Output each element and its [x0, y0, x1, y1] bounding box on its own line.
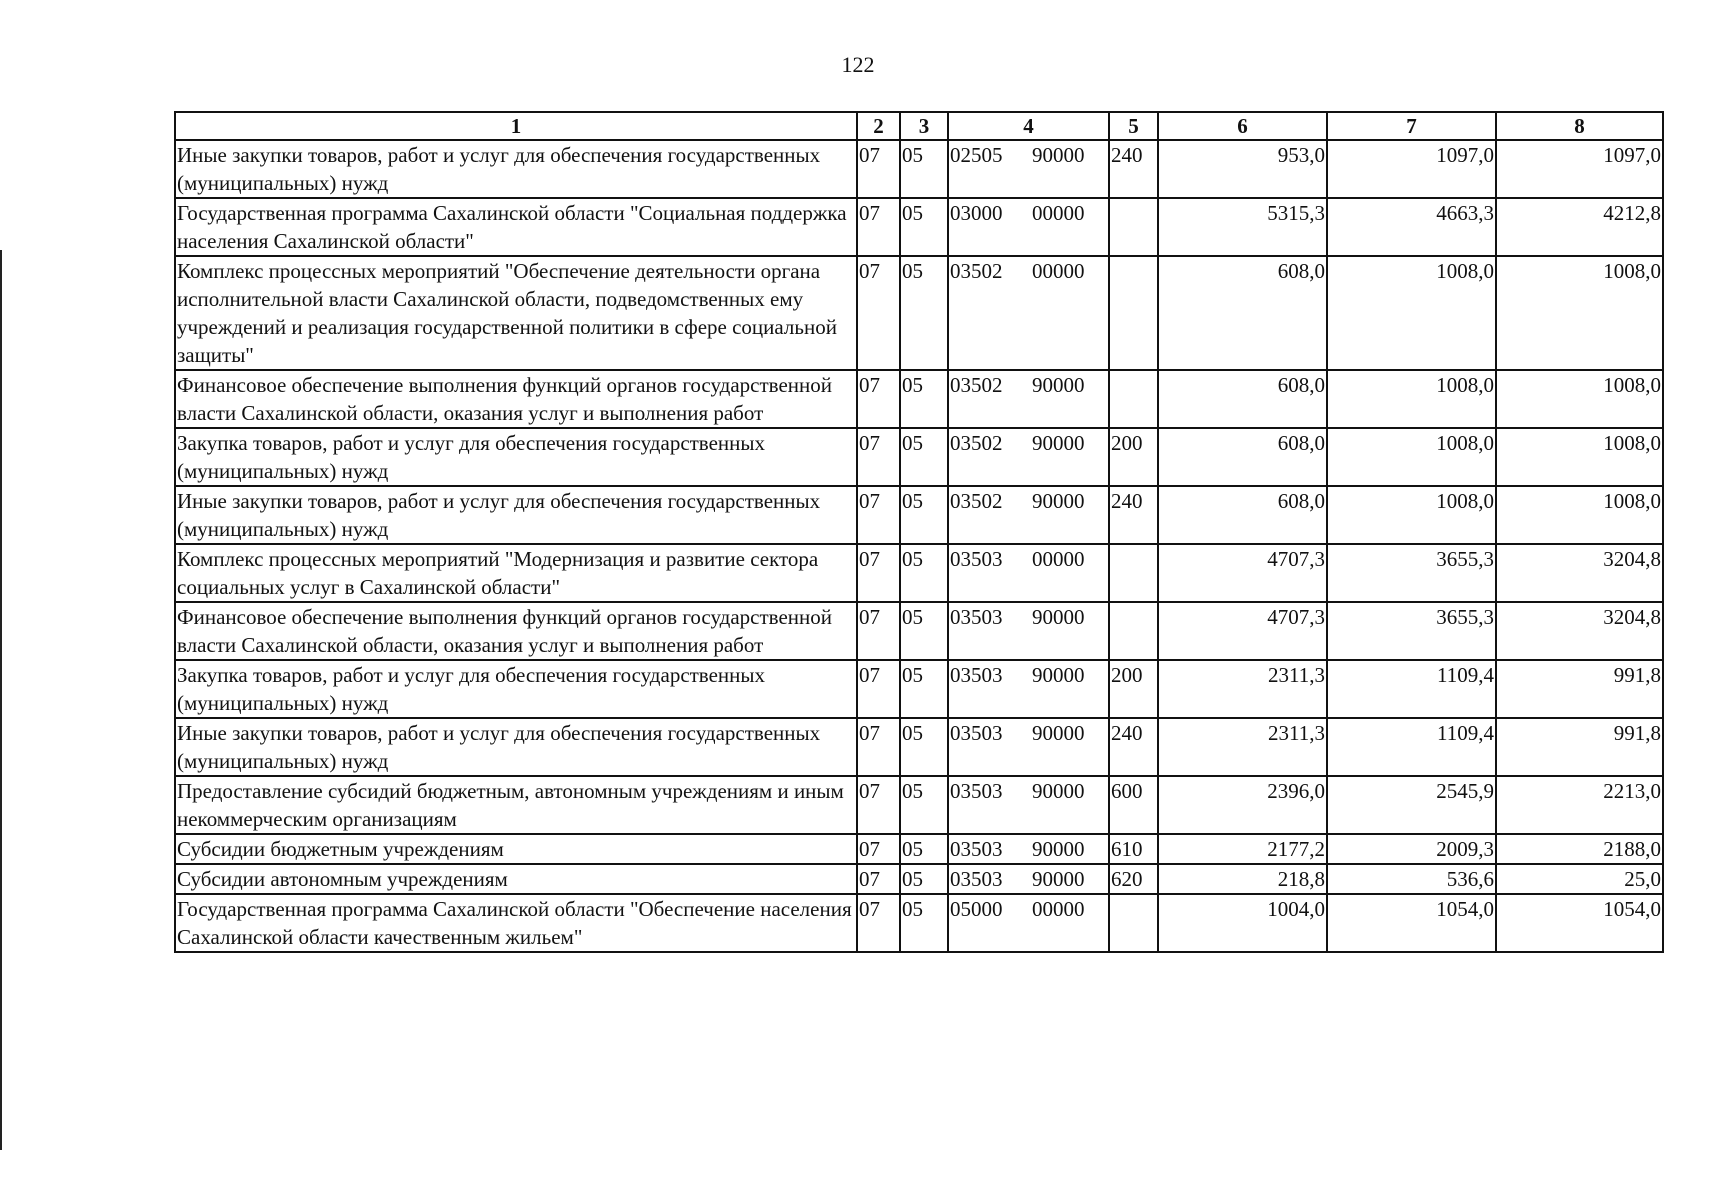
- row-name: Субсидии бюджетным учреждениям: [175, 834, 857, 864]
- amount-col7: 2545,9: [1327, 776, 1496, 834]
- scan-edge-line: [0, 250, 2, 1150]
- amount-col7: 4663,3: [1327, 198, 1496, 256]
- amount-col8: 1008,0: [1496, 486, 1663, 544]
- row-name: Закупка товаров, работ и услуг для обеспечения государственных (муниципальных) нужд: [175, 660, 857, 718]
- column-header: 4: [948, 112, 1109, 140]
- subsection-code: 05: [900, 718, 948, 776]
- program-code-part2: 90000: [1032, 605, 1085, 629]
- column-header: 7: [1327, 112, 1496, 140]
- expense-type-code: 240: [1109, 486, 1158, 544]
- amount-col8: 1008,0: [1496, 428, 1663, 486]
- program-code: [948, 660, 1109, 718]
- column-header: 8: [1496, 112, 1663, 140]
- amount-col6: 2177,2: [1158, 834, 1327, 864]
- amount-col7: 1109,4: [1327, 718, 1496, 776]
- section-code: 07: [857, 834, 900, 864]
- program-code-part1: 03502: [950, 431, 1003, 455]
- program-code-part1: 03503: [950, 779, 1003, 803]
- amount-col7: 1008,0: [1327, 370, 1496, 428]
- section-code: 07: [857, 486, 900, 544]
- amount-col6: 2396,0: [1158, 776, 1327, 834]
- amount-col7: 3655,3: [1327, 602, 1496, 660]
- table-row: [175, 486, 1663, 544]
- amount-col6: 953,0: [1158, 140, 1327, 198]
- program-code-part2: 00000: [1032, 547, 1085, 571]
- amount-col6: 608,0: [1158, 370, 1327, 428]
- program-code-part2: 90000: [1032, 143, 1085, 167]
- program-code-part2: 00000: [1032, 259, 1085, 283]
- program-code-part2: 90000: [1032, 837, 1085, 861]
- program-code-part1: 03503: [950, 721, 1003, 745]
- amount-col7: 1008,0: [1327, 486, 1496, 544]
- amount-col8: 1054,0: [1496, 894, 1663, 952]
- subsection-code: 05: [900, 140, 948, 198]
- expense-type-code: [1109, 544, 1158, 602]
- program-code: [948, 198, 1109, 256]
- program-code: [948, 428, 1109, 486]
- column-header: 6: [1158, 112, 1327, 140]
- expense-type-code: [1109, 198, 1158, 256]
- table-row: [175, 602, 1663, 660]
- amount-col8: 3204,8: [1496, 602, 1663, 660]
- amount-col6: 2311,3: [1158, 660, 1327, 718]
- table-row: [175, 370, 1663, 428]
- amount-col6: 608,0: [1158, 428, 1327, 486]
- subsection-code: 05: [900, 428, 948, 486]
- amount-col6: 1004,0: [1158, 894, 1327, 952]
- section-code: 07: [857, 256, 900, 370]
- expense-type-code: 620: [1109, 864, 1158, 894]
- expense-type-code: 240: [1109, 140, 1158, 198]
- program-code-part1: 05000: [950, 897, 1003, 921]
- subsection-code: 05: [900, 834, 948, 864]
- row-name: Иные закупки товаров, работ и услуг для обеспечения государственных (муниципальных) нужд: [175, 718, 857, 776]
- program-code-part1: 02505: [950, 143, 1003, 167]
- program-code-part2: 90000: [1032, 663, 1085, 687]
- section-code: 07: [857, 602, 900, 660]
- section-code: 07: [857, 894, 900, 952]
- program-code-part2: 90000: [1032, 431, 1085, 455]
- expense-type-code: 200: [1109, 660, 1158, 718]
- table-row: [175, 256, 1663, 370]
- program-code-part1: 03502: [950, 489, 1003, 513]
- program-code-part1: 03503: [950, 547, 1003, 571]
- program-code: [948, 140, 1109, 198]
- column-header: 3: [900, 112, 948, 140]
- subsection-code: 05: [900, 370, 948, 428]
- amount-col6: 218,8: [1158, 864, 1327, 894]
- column-header: 2: [857, 112, 900, 140]
- row-name: Финансовое обеспечение выполнения функций органов государственной власти Сахалинской области, оказания услуг и выполнения работ: [175, 602, 857, 660]
- amount-col7: 1109,4: [1327, 660, 1496, 718]
- amount-col7: 2009,3: [1327, 834, 1496, 864]
- table-row: [175, 718, 1663, 776]
- header-row: [175, 112, 1663, 140]
- subsection-code: 05: [900, 544, 948, 602]
- table-row: [175, 660, 1663, 718]
- section-code: 07: [857, 864, 900, 894]
- row-name: Комплекс процессных мероприятий "Модернизация и развитие сектора социальных услуг в Сахалинской области": [175, 544, 857, 602]
- row-name: Закупка товаров, работ и услуг для обеспечения государственных (муниципальных) нужд: [175, 428, 857, 486]
- amount-col6: 608,0: [1158, 486, 1327, 544]
- expense-type-code: [1109, 894, 1158, 952]
- program-code: [948, 894, 1109, 952]
- program-code-part2: 90000: [1032, 721, 1085, 745]
- subsection-code: 05: [900, 864, 948, 894]
- row-name: Иные закупки товаров, работ и услуг для обеспечения государственных (муниципальных) нужд: [175, 140, 857, 198]
- table-row: [175, 428, 1663, 486]
- table-row: [175, 864, 1663, 894]
- table-row: [175, 776, 1663, 834]
- program-code: [948, 834, 1109, 864]
- subsection-code: 05: [900, 486, 948, 544]
- amount-col6: 5315,3: [1158, 198, 1327, 256]
- row-name: Предоставление субсидий бюджетным, автономным учреждениям и иным некоммерческим организациям: [175, 776, 857, 834]
- amount-col8: 3204,8: [1496, 544, 1663, 602]
- program-code-part2: 00000: [1032, 201, 1085, 225]
- row-name: Комплекс процессных мероприятий "Обеспечение деятельности органа исполнительной власти Сахалинской области, подведомственных ему учреждений и реализация государственной политики в сфере социальной защиты": [175, 256, 857, 370]
- expense-type-code: [1109, 602, 1158, 660]
- program-code: [948, 602, 1109, 660]
- subsection-code: 05: [900, 256, 948, 370]
- expense-type-code: [1109, 256, 1158, 370]
- program-code: [948, 544, 1109, 602]
- section-code: 07: [857, 660, 900, 718]
- amount-col8: 2188,0: [1496, 834, 1663, 864]
- program-code: [948, 776, 1109, 834]
- subsection-code: 05: [900, 776, 948, 834]
- program-code-part1: 03503: [950, 837, 1003, 861]
- amount-col7: 536,6: [1327, 864, 1496, 894]
- amount-col7: 1097,0: [1327, 140, 1496, 198]
- amount-col6: 608,0: [1158, 256, 1327, 370]
- table-row: [175, 544, 1663, 602]
- amount-col8: 1008,0: [1496, 370, 1663, 428]
- amount-col7: 1008,0: [1327, 428, 1496, 486]
- amount-col7: 1008,0: [1327, 256, 1496, 370]
- subsection-code: 05: [900, 602, 948, 660]
- row-name: Государственная программа Сахалинской области "Обеспечение населения Сахалинской области качественным жильем": [175, 894, 857, 952]
- row-name: Иные закупки товаров, работ и услуг для обеспечения государственных (муниципальных) нужд: [175, 486, 857, 544]
- program-code: [948, 718, 1109, 776]
- expense-type-code: 200: [1109, 428, 1158, 486]
- table-row: [175, 834, 1663, 864]
- program-code-part2: 90000: [1032, 373, 1085, 397]
- program-code: [948, 486, 1109, 544]
- section-code: 07: [857, 718, 900, 776]
- section-code: 07: [857, 428, 900, 486]
- section-code: 07: [857, 198, 900, 256]
- section-code: 07: [857, 140, 900, 198]
- expense-type-code: 240: [1109, 718, 1158, 776]
- subsection-code: 05: [900, 660, 948, 718]
- program-code-part1: 03503: [950, 663, 1003, 687]
- table-row: [175, 140, 1663, 198]
- amount-col7: 1054,0: [1327, 894, 1496, 952]
- program-code-part2: 00000: [1032, 897, 1085, 921]
- row-name: Субсидии автономным учреждениям: [175, 864, 857, 894]
- amount-col8: 25,0: [1496, 864, 1663, 894]
- program-code-part1: 03502: [950, 373, 1003, 397]
- expense-type-code: 610: [1109, 834, 1158, 864]
- table-row: [175, 894, 1663, 952]
- subsection-code: 05: [900, 894, 948, 952]
- amount-col6: 2311,3: [1158, 718, 1327, 776]
- amount-col8: 2213,0: [1496, 776, 1663, 834]
- program-code-part1: 03000: [950, 201, 1003, 225]
- amount-col8: 1008,0: [1496, 256, 1663, 370]
- row-name: Финансовое обеспечение выполнения функций органов государственной власти Сахалинской области, оказания услуг и выполнения работ: [175, 370, 857, 428]
- expense-type-code: 600: [1109, 776, 1158, 834]
- expense-type-code: [1109, 370, 1158, 428]
- column-header: 5: [1109, 112, 1158, 140]
- section-code: 07: [857, 370, 900, 428]
- page-number: 122: [841, 52, 875, 77]
- amount-col6: 4707,3: [1158, 602, 1327, 660]
- section-code: 07: [857, 776, 900, 834]
- amount-col6: 4707,3: [1158, 544, 1327, 602]
- amount-col8: 991,8: [1496, 660, 1663, 718]
- amount-col8: 4212,8: [1496, 198, 1663, 256]
- program-code: [948, 370, 1109, 428]
- program-code-part2: 90000: [1032, 489, 1085, 513]
- program-code-part2: 90000: [1032, 867, 1085, 891]
- section-code: 07: [857, 544, 900, 602]
- program-code-part2: 90000: [1032, 779, 1085, 803]
- amount-col8: 991,8: [1496, 718, 1663, 776]
- budget-table: [174, 111, 1664, 953]
- table-row: [175, 198, 1663, 256]
- column-header: 1: [175, 112, 857, 140]
- amount-col7: 3655,3: [1327, 544, 1496, 602]
- amount-col8: 1097,0: [1496, 140, 1663, 198]
- program-code-part1: 03502: [950, 259, 1003, 283]
- row-name: Государственная программа Сахалинской области "Социальная поддержка населения Сахалинской области": [175, 198, 857, 256]
- program-code: [948, 256, 1109, 370]
- program-code-part1: 03503: [950, 867, 1003, 891]
- program-code-part1: 03503: [950, 605, 1003, 629]
- program-code: [948, 864, 1109, 894]
- subsection-code: 05: [900, 198, 948, 256]
